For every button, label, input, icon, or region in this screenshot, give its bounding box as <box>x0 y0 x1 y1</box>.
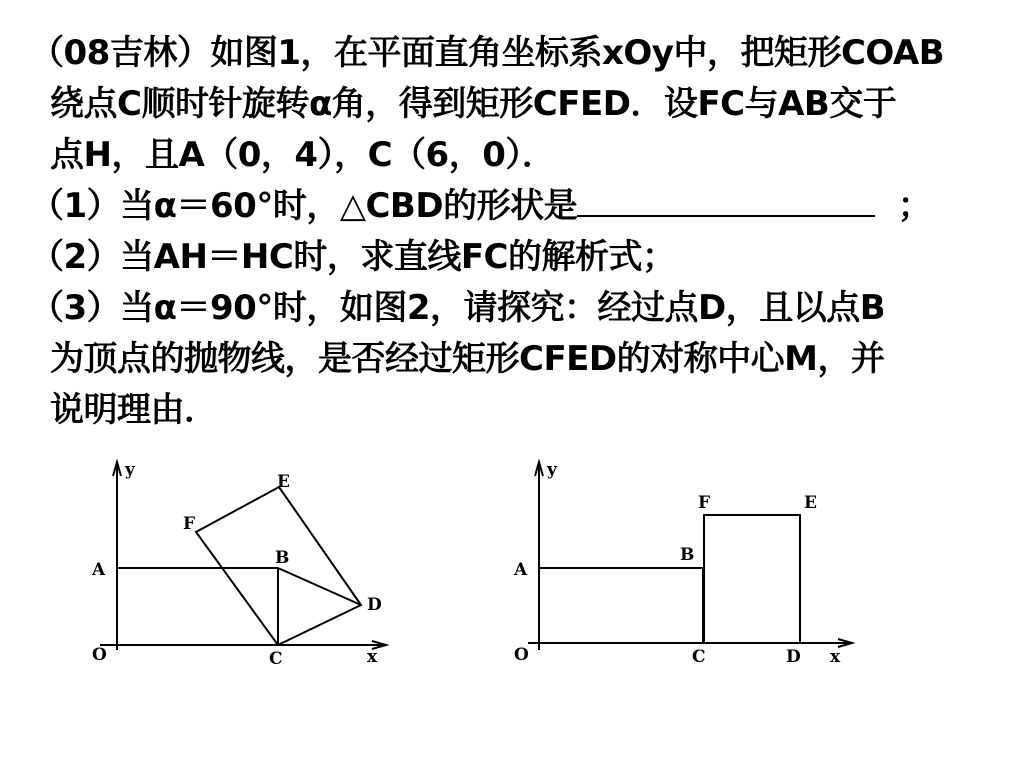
question-3-line-3: 说明理由． <box>50 390 218 430</box>
question-1-text: （1）当α＝60°时，△CBD的形状是 <box>30 186 578 226</box>
fig2-label-D: D <box>786 647 801 667</box>
question-1 <box>30 181 1020 232</box>
fig2-label-y: y <box>547 460 557 480</box>
fig1-label-B: B <box>275 548 290 568</box>
fig2-label-F: F <box>698 493 711 513</box>
fig1-label-F: F <box>183 514 196 534</box>
answer-blank <box>577 183 875 217</box>
fig1-label-y: y <box>125 460 135 480</box>
question-1-end: ； <box>897 186 932 226</box>
fig2-label-A: A <box>514 560 528 580</box>
fig1-label-C: C <box>269 649 283 669</box>
intro-line-3: 点H，且A（0，4），C（6，0）． <box>50 135 556 175</box>
fig2-label-E: E <box>804 493 817 513</box>
intro-line-1: （08吉林）如图1，在平面直角坐标系xOy中，把矩形COAB <box>30 33 945 73</box>
fig2-rectangle-CFED <box>704 515 800 643</box>
fig2-label-O: O <box>514 645 529 665</box>
fig1-label-O: O <box>92 645 107 665</box>
figure-2 <box>508 450 868 680</box>
intro-line-2: 绕点C顺时针旋转α角，得到矩形CFED．设FC与AB交于 <box>50 84 897 124</box>
figure-1 <box>80 450 400 680</box>
question-3-line-2: 为顶点的抛物线，是否经过矩形CFED的对称中心M，并 <box>50 339 885 379</box>
fig2-label-B: B <box>680 545 695 565</box>
fig2-label-x: x <box>830 647 841 667</box>
fig1-label-x: x <box>367 647 378 667</box>
fig1-label-E: E <box>277 472 290 492</box>
question-2: （2）当AH＝HC时，求直线FC的解析式； <box>30 237 676 277</box>
fig1-label-D: D <box>367 595 382 615</box>
fig2-label-C: C <box>692 647 706 667</box>
problem-text <box>30 28 1020 436</box>
fig1-label-A: A <box>92 560 106 580</box>
question-3-line-1: （3）当α＝90°时，如图2，请探究：经过点D，且以点B <box>30 288 886 328</box>
